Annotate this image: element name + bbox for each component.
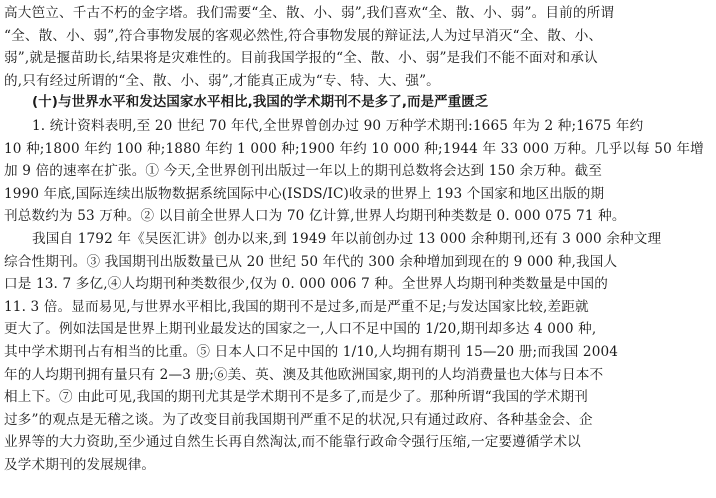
text-line: 综合性期刊。③ 我国期刊出版数量已从 20 世纪 50 年代的 300 余种增加到现在的 9 000 种,我国人 xyxy=(4,253,618,270)
text-line: 过多”的观点是无稽之谈。为了改变目前我国期刊严重不足的状况,只有通过政府、各种基金会、企 xyxy=(4,411,593,428)
text-line: 刊总数约为 53 万种。② 以目前全世界人口为 70 亿计算,世界人均期刊种类数是 0. 000 075 71 种。 xyxy=(4,208,626,225)
text-line: 口是 13. 7 多亿,④人均期刊种类数很少,仅为 0. 000 006 7 种。全世界人均期刊种类数量是中国的 xyxy=(4,276,608,293)
paragraph-start-line: 我国自 1792 年《吴医汇讲》创办以来,到 1949 年以前创办过 13 000 余种期刊,还有 3 000 余种文理 xyxy=(32,230,662,247)
text-line: 更大了。例如法国是世界上期刊业最发达的国家之一,人口不足中国的 1/20,期刊却多达 4 000 种, xyxy=(4,321,597,338)
paragraph-start-line: 1. 统计资料表明,至 20 世纪 70 年代,全世界曾创办过 90 万种学术期刊:1665 年为 2 种;1675 年约 xyxy=(32,117,644,134)
text-line: 1990 年底,国际连续出版物数据系统国际中心(ISDS/IC)收录的世界上 193 个国家和地区出版的期 xyxy=(4,185,605,202)
text-line: 高大笆立、千古不朽的金字塔。我们需要“全、散、小、弱”,我们喜欢“全、散、小、弱”。目前的所谓 xyxy=(4,5,615,21)
text-line: “全、散、小、弱”,符合事物发展的客观必然性,符合事物发展的辩证法,人为过早消灭“全、散、小、 xyxy=(4,27,603,44)
text-line: 10 种;1800 年约 100 种;1880 年约 1 000 种;1900 年约 10 000 种;1944 年 33 000 万种。几乎以每 50 年增 xyxy=(4,140,704,157)
text-line: 加 9 倍的速率在扩张。① 今天,全世界创刊出版过一年以上的期刊总数将会达到 150 余万种。截至 xyxy=(4,163,603,180)
text-line: 业界等的大力资助,至少通过自然生长再自然淘汰,而不能靠行政命令强行压缩,一定要遵循学术以 xyxy=(4,434,581,451)
text-line: 及学术期刊的发展规律。 xyxy=(4,456,156,473)
text-line: 其中学术期刊占有相当的比重。⑤ 日本人口不足中国的 1/10,人均拥有期刊 15—20 册;而我国 2004 xyxy=(4,343,619,360)
text-line: 相上下。⑦ 由此可见,我国的期刊尤其是学术期刊不是多了,而是少了。那种所谓“我国的学术期刊 xyxy=(4,389,589,406)
section-heading: (十)与世界水平和发达国家水平相比,我国的学术期刊不是多了,而是严重匮乏 xyxy=(32,95,489,111)
text-line: 年的人均期刊拥有量只有 2—3 册;⑥美、英、澳及其他欧洲国家,期刊的人均消费量也大体与日本不 xyxy=(4,366,604,383)
text-line: 11. 3 倍。显而易见,与世界水平相比,我国的期刊不是过多,而是严重不足;与发达国家比较,差距就 xyxy=(4,298,589,315)
text-line: 的,只有经过所谓的“全、散、小、弱”,才能真正成为“专、特、大、强”。 xyxy=(4,72,440,89)
text-line: 弱”,就是揠苗助长,结果将是灾难性的。目前我国学报的“全、散、小、弱”是我们不能不面对和承认 xyxy=(4,50,598,67)
